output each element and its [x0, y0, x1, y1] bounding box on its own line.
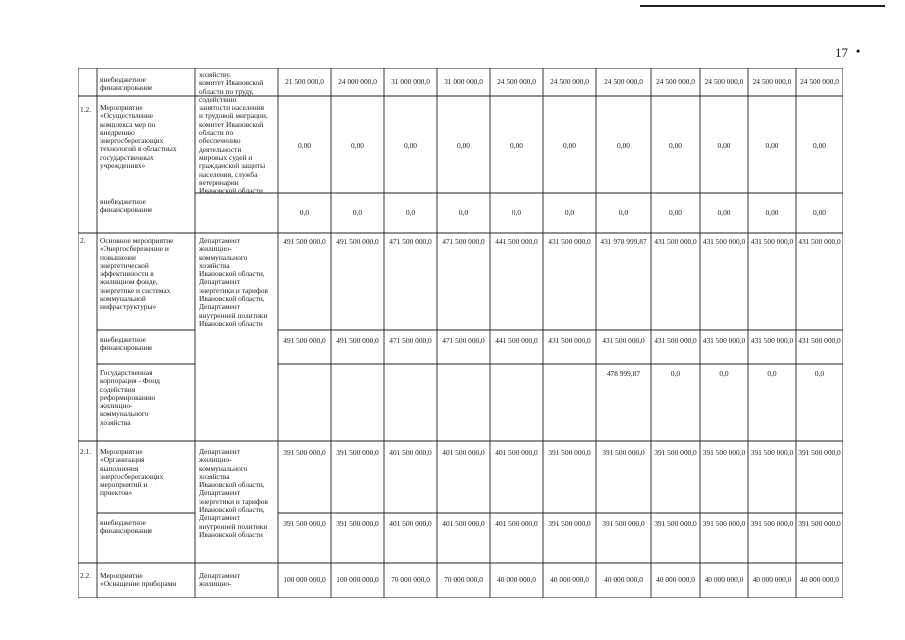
value-cell: 401 500 000,0: [442, 448, 485, 457]
value-cell: 0,00: [457, 141, 470, 150]
value-cell: 0,00: [669, 141, 682, 150]
value-cell: 0,00: [813, 208, 826, 217]
value-cell: 491 500 000,0: [336, 237, 379, 246]
value-cell: 0,00: [669, 208, 682, 217]
value-cell: 24 500 000,0: [704, 77, 744, 86]
executor-cell: хозяйству, комитет Ивановской области по труду, содействию занятости населения и трудовой миграции, комитет Ивановской области по обеспечению деятельности мировых судей и гражданской защиты населения, служба ветеринарии Ивановской области: [199, 71, 268, 196]
value-cell: 0,00: [765, 208, 779, 217]
value-cell: 0,0: [564, 208, 575, 217]
value-cell: 431 500 000,0: [602, 336, 645, 345]
value-cell: 0,0: [458, 208, 469, 217]
value-cell: 431 500 000,0: [750, 336, 794, 345]
value-cell: 40 000 000,0: [656, 575, 695, 584]
executor-cell: Департамент жилищно- коммунального хозяйства Ивановской области, Департамент энергетики и тарифов Ивановской области, Департамент внутренней политики Ивановской области: [199, 448, 268, 539]
value-cell: 0,0: [405, 208, 416, 217]
value-cell: 391 500 000,0: [336, 519, 379, 528]
value-cell: 24 500 000,0: [752, 77, 792, 86]
measure-title: Мероприятие «Оснащение приборами: [100, 572, 177, 589]
value-cell: 40 000 000,0: [604, 575, 643, 584]
value-cell: 471 500 000,0: [442, 336, 485, 345]
page-mark: •: [856, 44, 861, 58]
value-cell: 24 500 000,0: [656, 77, 695, 86]
value-cell: 491 500 000,0: [336, 336, 379, 345]
value-cell: 471 500 000,0: [442, 237, 485, 246]
measure-title: Мероприятие «Осуществление комплекса мер по внедрению энергосберегающих технологий в областных государственных учреждениях»: [100, 104, 177, 171]
value-cell: 431 500 000,0: [702, 336, 746, 345]
value-cell: 491 500 000,0: [283, 237, 326, 246]
value-cell: 0,0: [352, 208, 363, 217]
source-label: внебюджетное финансирование: [100, 198, 153, 215]
value-cell: 401 500 000,0: [495, 448, 538, 457]
row-number: 2.2.: [80, 572, 92, 580]
value-cell: 478 999,87: [606, 369, 641, 378]
value-cell: 21 500 000,0: [285, 77, 324, 86]
value-cell: 431 500 000,0: [548, 237, 591, 246]
value-cell: 0,00: [717, 208, 731, 217]
value-cell: 70 000 000,0: [444, 575, 483, 584]
value-cell: 0,0: [618, 208, 629, 217]
measure-title: Мероприятие «Организация выполнения энергосберегающих мероприятий и проектов»: [100, 448, 164, 498]
value-cell: 391 500 000,0: [750, 448, 794, 457]
value-cell: 391 500 000,0: [602, 519, 645, 528]
value-cell: 0,0: [511, 208, 522, 217]
value-cell: 431 500 000,0: [702, 237, 746, 246]
value-cell: 0,00: [510, 141, 523, 150]
value-cell: 0,0: [767, 369, 777, 378]
value-cell: 24 000 000,0: [338, 77, 377, 86]
value-cell: 40 000 000,0: [704, 575, 744, 584]
value-cell: 401 500 000,0: [495, 519, 538, 528]
header-rule: [640, 5, 885, 7]
value-cell: 391 500 000,0: [654, 448, 697, 457]
value-cell: 391 500 000,0: [702, 519, 746, 528]
value-cell: 0,00: [617, 141, 630, 150]
value-cell: 0,00: [765, 141, 779, 150]
value-cell: 0,0: [719, 369, 729, 378]
value-cell: 391 500 000,0: [654, 519, 697, 528]
value-cell: 431 500 000,0: [798, 336, 841, 345]
value-cell: 431 500 000,0: [654, 336, 697, 345]
executor-cell: Департамент жилищно- коммунального хозяйства Ивановской области, Департамент энергетики и тарифов Ивановской области, Департамент внутренней политики Ивановской области: [199, 237, 268, 328]
value-cell: 391 500 000,0: [283, 519, 326, 528]
value-cell: 391 500 000,0: [548, 519, 591, 528]
value-cell: 24 500 000,0: [800, 77, 839, 86]
value-cell: 391 500 000,0: [602, 448, 645, 457]
value-cell: 0,0: [299, 208, 310, 217]
value-cell: 391 500 000,0: [750, 519, 794, 528]
value-cell: 0,00: [813, 141, 826, 150]
executor-cell: Департамент жилищно-: [199, 572, 240, 589]
value-cell: 0,0: [670, 369, 681, 378]
value-cell: 0,00: [298, 141, 311, 150]
financing-table: [78, 68, 843, 598]
value-cell: 431 500 000,0: [750, 237, 794, 246]
value-cell: 40 000 000,0: [497, 575, 536, 584]
value-cell: 40 000 000,0: [800, 575, 839, 584]
value-cell: 391 500 000,0: [798, 519, 841, 528]
value-cell: 70 000 000,0: [391, 575, 430, 584]
value-cell: 441 500 000,0: [495, 237, 538, 246]
value-cell: 431 500 000,0: [654, 237, 697, 246]
value-cell: 471 500 000,0: [389, 336, 432, 345]
value-cell: 401 500 000,0: [442, 519, 485, 528]
value-cell: 31 000 000,0: [444, 77, 483, 86]
value-cell: 391 500 000,0: [283, 448, 326, 457]
source-label: Государственная корпорация - Фонд содействия реформированию жилищно- коммунального хозяйства: [100, 369, 160, 427]
value-cell: 24 500 000,0: [497, 77, 536, 86]
source-label: внебюджетное финансирование: [100, 336, 153, 353]
value-cell: 40 000 000,0: [550, 575, 589, 584]
value-cell: 0,00: [404, 141, 417, 150]
measure-title: Основное мероприятие «Энергосбережение и повышение энергетической эффективности в жилищном фонде, энергетике и системах коммунальной инфраструктуры»: [100, 237, 174, 312]
value-cell: 31 000 000,0: [391, 77, 430, 86]
value-cell: 431 500 000,0: [798, 237, 841, 246]
row-number: 2.: [80, 237, 86, 245]
value-cell: 431 978 999,87: [600, 237, 647, 246]
value-cell: 431 500 000,0: [548, 336, 591, 345]
value-cell: 391 500 000,0: [548, 448, 591, 457]
value-cell: 100 000 000,0: [336, 575, 379, 584]
page-number: 17: [835, 45, 848, 60]
value-cell: 401 500 000,0: [389, 448, 432, 457]
source-label: внебюджетное финансирование: [100, 519, 153, 536]
value-cell: 401 500 000,0: [389, 519, 432, 528]
row-number: 1.2.: [80, 106, 92, 114]
value-cell: 391 500 000,0: [798, 448, 841, 457]
value-cell: 441 500 000,0: [495, 336, 538, 345]
value-cell: 391 500 000,0: [702, 448, 746, 457]
value-cell: 40 000 000,0: [752, 575, 792, 584]
value-cell: 0,00: [563, 141, 576, 150]
value-cell: 471 500 000,0: [389, 237, 432, 246]
value-cell: 0,00: [717, 141, 731, 150]
value-cell: 0,00: [351, 141, 364, 150]
value-cell: 24 500 000,0: [550, 77, 589, 86]
row-number: 2.1.: [80, 448, 92, 456]
value-cell: 391 500 000,0: [336, 448, 379, 457]
value-cell: 100 000 000,0: [283, 575, 326, 584]
value-cell: 491 500 000,0: [283, 336, 326, 345]
source-label: внебюджетное финансирование: [100, 76, 153, 93]
value-cell: 24 500 000,0: [604, 77, 643, 86]
value-cell: 0,0: [814, 369, 825, 378]
